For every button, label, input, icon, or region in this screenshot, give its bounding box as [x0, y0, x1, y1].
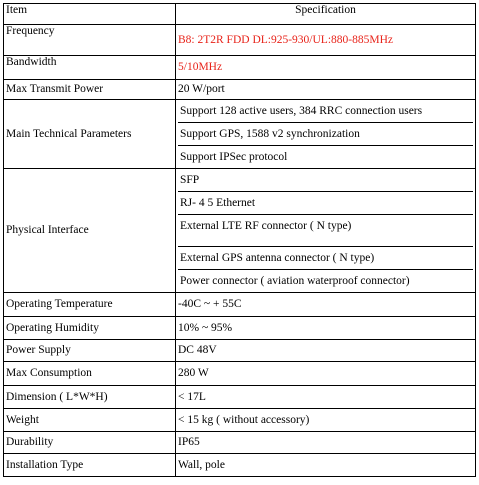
label-frequency: Frequency	[4, 25, 176, 56]
interface-line: External LTE RF connector ( N type)	[178, 214, 473, 246]
value-operating-humidity: 10% ~ 95%	[176, 317, 476, 340]
value-frequency: B8: 2T2R FDD DL:925-930/UL:880-885MHz	[176, 25, 476, 56]
row-dimension	[4, 386, 476, 409]
label-weight: Weight	[4, 409, 176, 432]
label-operating-temperature: Operating Temperature	[4, 293, 176, 317]
label-main-technical-parameters: Main Technical Parameters	[4, 100, 176, 169]
param-line: Support IPSec protocol	[178, 145, 473, 168]
param-line: Support GPS, 1588 v2 synchronization	[178, 122, 473, 145]
label-bandwidth: Bandwidth	[4, 56, 176, 80]
header-row	[4, 4, 476, 25]
label-max-transmit-power: Max Transmit Power	[4, 80, 176, 100]
value-dimension: < 17L	[176, 386, 476, 409]
value-installation-type: Wall, pole	[176, 454, 476, 477]
value-max-consumption: 280 W	[176, 362, 476, 386]
row-frequency	[4, 25, 476, 56]
label-max-consumption: Max Consumption	[4, 362, 176, 386]
spec-table	[3, 3, 476, 477]
interface-line: External GPS antenna connector ( N type)	[178, 246, 473, 269]
interface-line: RJ- 4 5 Ethernet	[178, 191, 473, 214]
value-weight: < 15 kg ( without accessory)	[176, 409, 476, 432]
row-max-transmit-power	[4, 80, 476, 100]
label-operating-humidity: Operating Humidity	[4, 317, 176, 340]
label-durability: Durability	[4, 432, 176, 454]
row-weight	[4, 409, 476, 432]
row-durability	[4, 432, 476, 454]
label-dimension: Dimension ( L*W*H)	[4, 386, 176, 409]
param-line: Support 128 active users, 384 RRC connection users	[180, 105, 423, 117]
row-power-supply	[4, 340, 476, 362]
row-operating-temperature	[4, 293, 476, 317]
value-power-supply: DC 48V	[176, 340, 476, 362]
value-main-technical-parameters	[176, 100, 476, 169]
row-physical-interface	[4, 169, 476, 293]
label-installation-type: Installation Type	[4, 454, 176, 477]
header-specification: Specification	[176, 4, 476, 25]
value-bandwidth: 5/10MHz	[176, 56, 476, 80]
row-installation-type	[4, 454, 476, 477]
label-physical-interface: Physical Interface	[4, 169, 176, 293]
header-item: Item	[4, 4, 176, 25]
row-operating-humidity	[4, 317, 476, 340]
value-operating-temperature: -40C ~ + 55C	[176, 293, 476, 317]
interface-line: SFP	[180, 174, 200, 186]
value-durability: IP65	[176, 432, 476, 454]
label-power-supply: Power Supply	[4, 340, 176, 362]
value-physical-interface	[176, 169, 476, 293]
value-max-transmit-power: 20 W/port	[176, 80, 476, 100]
row-main-technical-parameters	[4, 100, 476, 169]
row-bandwidth	[4, 56, 476, 80]
row-max-consumption	[4, 362, 476, 386]
interface-line: Power connector ( aviation waterproof connector)	[178, 269, 473, 292]
